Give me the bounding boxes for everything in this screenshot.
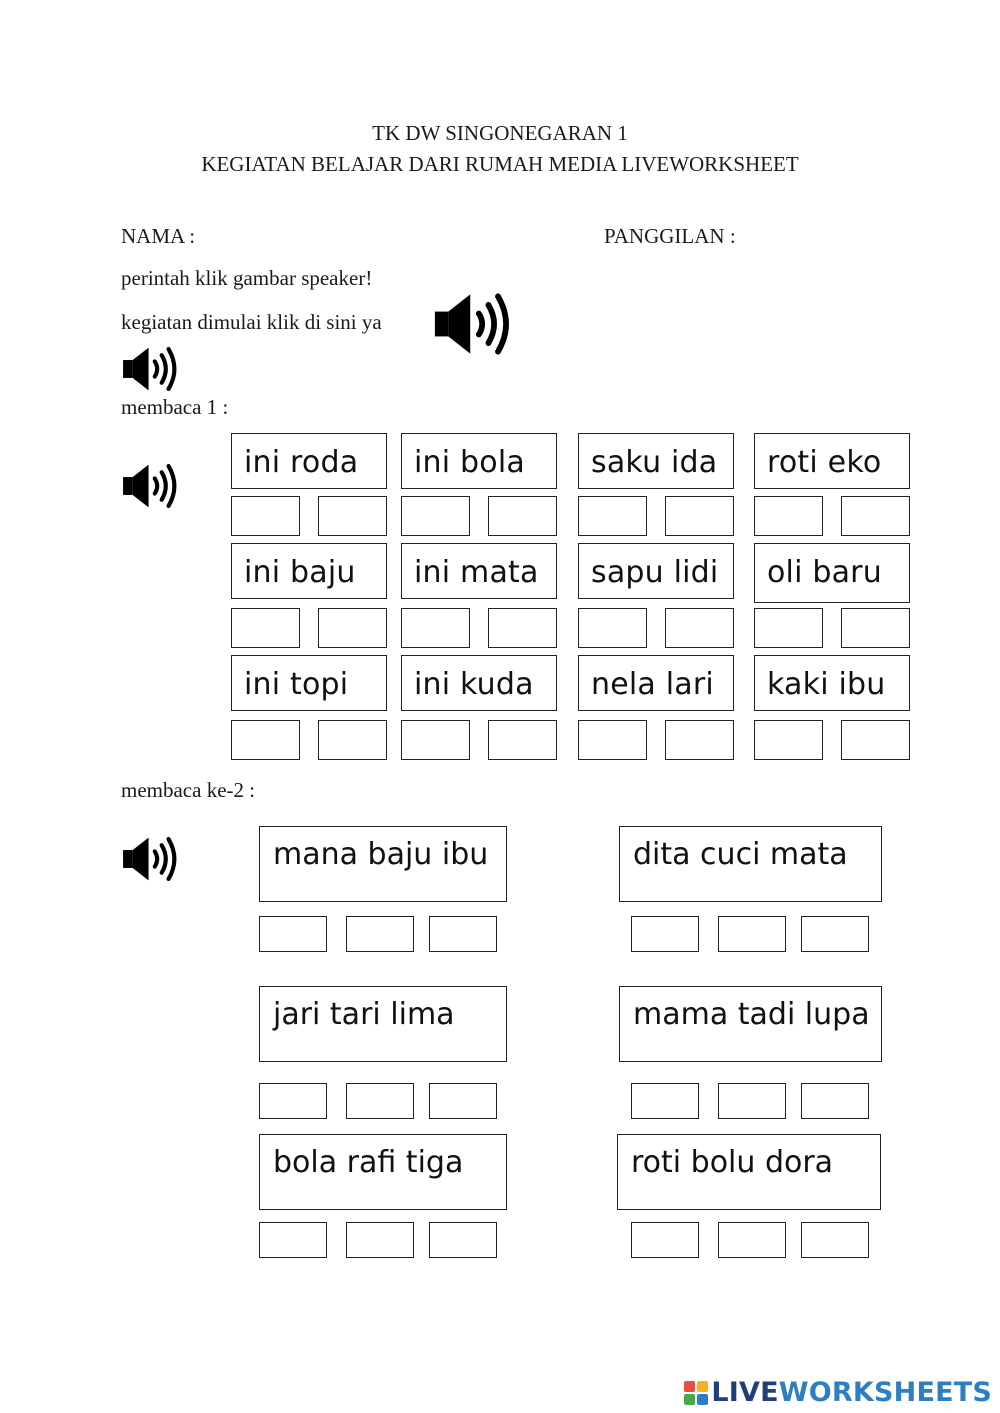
sentence-card: roti bolu dora xyxy=(617,1134,881,1210)
word-card: ini topi xyxy=(231,655,387,711)
worksheet-subtitle: KEGIATAN BELAJAR DARI RUMAH MEDIA LIVEWORKSHEET xyxy=(201,152,799,176)
liveworksheets-wordmark xyxy=(711,1378,992,1408)
nama-label: NAMA : xyxy=(121,224,196,248)
answer-box[interactable] xyxy=(488,608,557,648)
speaker-icon[interactable] xyxy=(121,344,183,394)
answer-box[interactable] xyxy=(718,1222,786,1258)
answer-box[interactable] xyxy=(665,608,734,648)
answer-box[interactable] xyxy=(754,720,823,760)
answer-box[interactable] xyxy=(429,916,497,952)
answer-box[interactable] xyxy=(801,1083,869,1119)
answer-box[interactable] xyxy=(801,916,869,952)
answer-box[interactable] xyxy=(631,1222,699,1258)
answer-box[interactable] xyxy=(231,608,300,648)
answer-box[interactable] xyxy=(401,608,470,648)
answer-box[interactable] xyxy=(718,916,786,952)
answer-box[interactable] xyxy=(259,1222,327,1258)
section-1-label: membaca 1 : xyxy=(121,395,229,419)
answer-box[interactable] xyxy=(429,1083,497,1119)
answer-box[interactable] xyxy=(318,496,387,536)
answer-box[interactable] xyxy=(631,916,699,952)
section-2-label: membaca ke-2 : xyxy=(121,778,256,802)
word-card: ini kuda xyxy=(401,655,557,711)
answer-box[interactable] xyxy=(578,496,647,536)
answer-box[interactable] xyxy=(401,496,470,536)
word-card: saku ida xyxy=(578,433,734,489)
answer-box[interactable] xyxy=(578,720,647,760)
word-card: nela lari xyxy=(578,655,734,711)
brand-live: LIVE xyxy=(711,1377,779,1408)
answer-box[interactable] xyxy=(665,720,734,760)
word-card: sapu lidi xyxy=(578,543,734,599)
answer-box[interactable] xyxy=(231,720,300,760)
answer-box[interactable] xyxy=(665,496,734,536)
liveworksheets-logo[interactable] xyxy=(684,1378,992,1408)
answer-box[interactable] xyxy=(841,720,910,760)
answer-box[interactable] xyxy=(841,496,910,536)
word-card: roti eko xyxy=(754,433,910,489)
word-card: ini baju xyxy=(231,543,387,599)
answer-box[interactable] xyxy=(346,916,414,952)
word-card: ini mata xyxy=(401,543,557,599)
answer-box[interactable] xyxy=(841,608,910,648)
instruction-line-1: perintah klik gambar speaker! xyxy=(121,266,373,290)
word-card: oli baru xyxy=(754,543,910,603)
answer-box[interactable] xyxy=(318,608,387,648)
answer-box[interactable] xyxy=(754,608,823,648)
sentence-card: jari tari lima xyxy=(259,986,507,1062)
answer-box[interactable] xyxy=(801,1222,869,1258)
answer-box[interactable] xyxy=(259,916,327,952)
speaker-icon[interactable] xyxy=(121,461,183,511)
speaker-icon[interactable] xyxy=(121,834,183,884)
sentence-card: dita cuci mata xyxy=(619,826,882,902)
answer-box[interactable] xyxy=(346,1083,414,1119)
answer-box[interactable] xyxy=(631,1083,699,1119)
word-card: ini bola xyxy=(401,433,557,489)
word-card: ini roda xyxy=(231,433,387,489)
speaker-icon[interactable] xyxy=(432,290,518,358)
answer-box[interactable] xyxy=(318,720,387,760)
answer-box[interactable] xyxy=(754,496,823,536)
liveworksheets-logo-icon xyxy=(684,1381,708,1405)
answer-box[interactable] xyxy=(488,720,557,760)
sentence-card: mana baju ibu xyxy=(259,826,507,902)
school-title: TK DW SINGONEGARAN 1 xyxy=(372,121,628,145)
answer-box[interactable] xyxy=(429,1222,497,1258)
brand-worksheets: WORKSHEETS xyxy=(778,1377,992,1408)
answer-box[interactable] xyxy=(259,1083,327,1119)
instruction-line-2: kegiatan dimulai klik di sini ya xyxy=(121,310,382,334)
sentence-card: mama tadi lupa xyxy=(619,986,882,1062)
answer-box[interactable] xyxy=(578,608,647,648)
answer-box[interactable] xyxy=(488,496,557,536)
answer-box[interactable] xyxy=(346,1222,414,1258)
answer-box[interactable] xyxy=(231,496,300,536)
answer-box[interactable] xyxy=(401,720,470,760)
sentence-card: bola rafi tiga xyxy=(259,1134,507,1210)
panggilan-label: PANGGILAN : xyxy=(604,224,736,248)
word-card: kaki ibu xyxy=(754,655,910,711)
answer-box[interactable] xyxy=(718,1083,786,1119)
